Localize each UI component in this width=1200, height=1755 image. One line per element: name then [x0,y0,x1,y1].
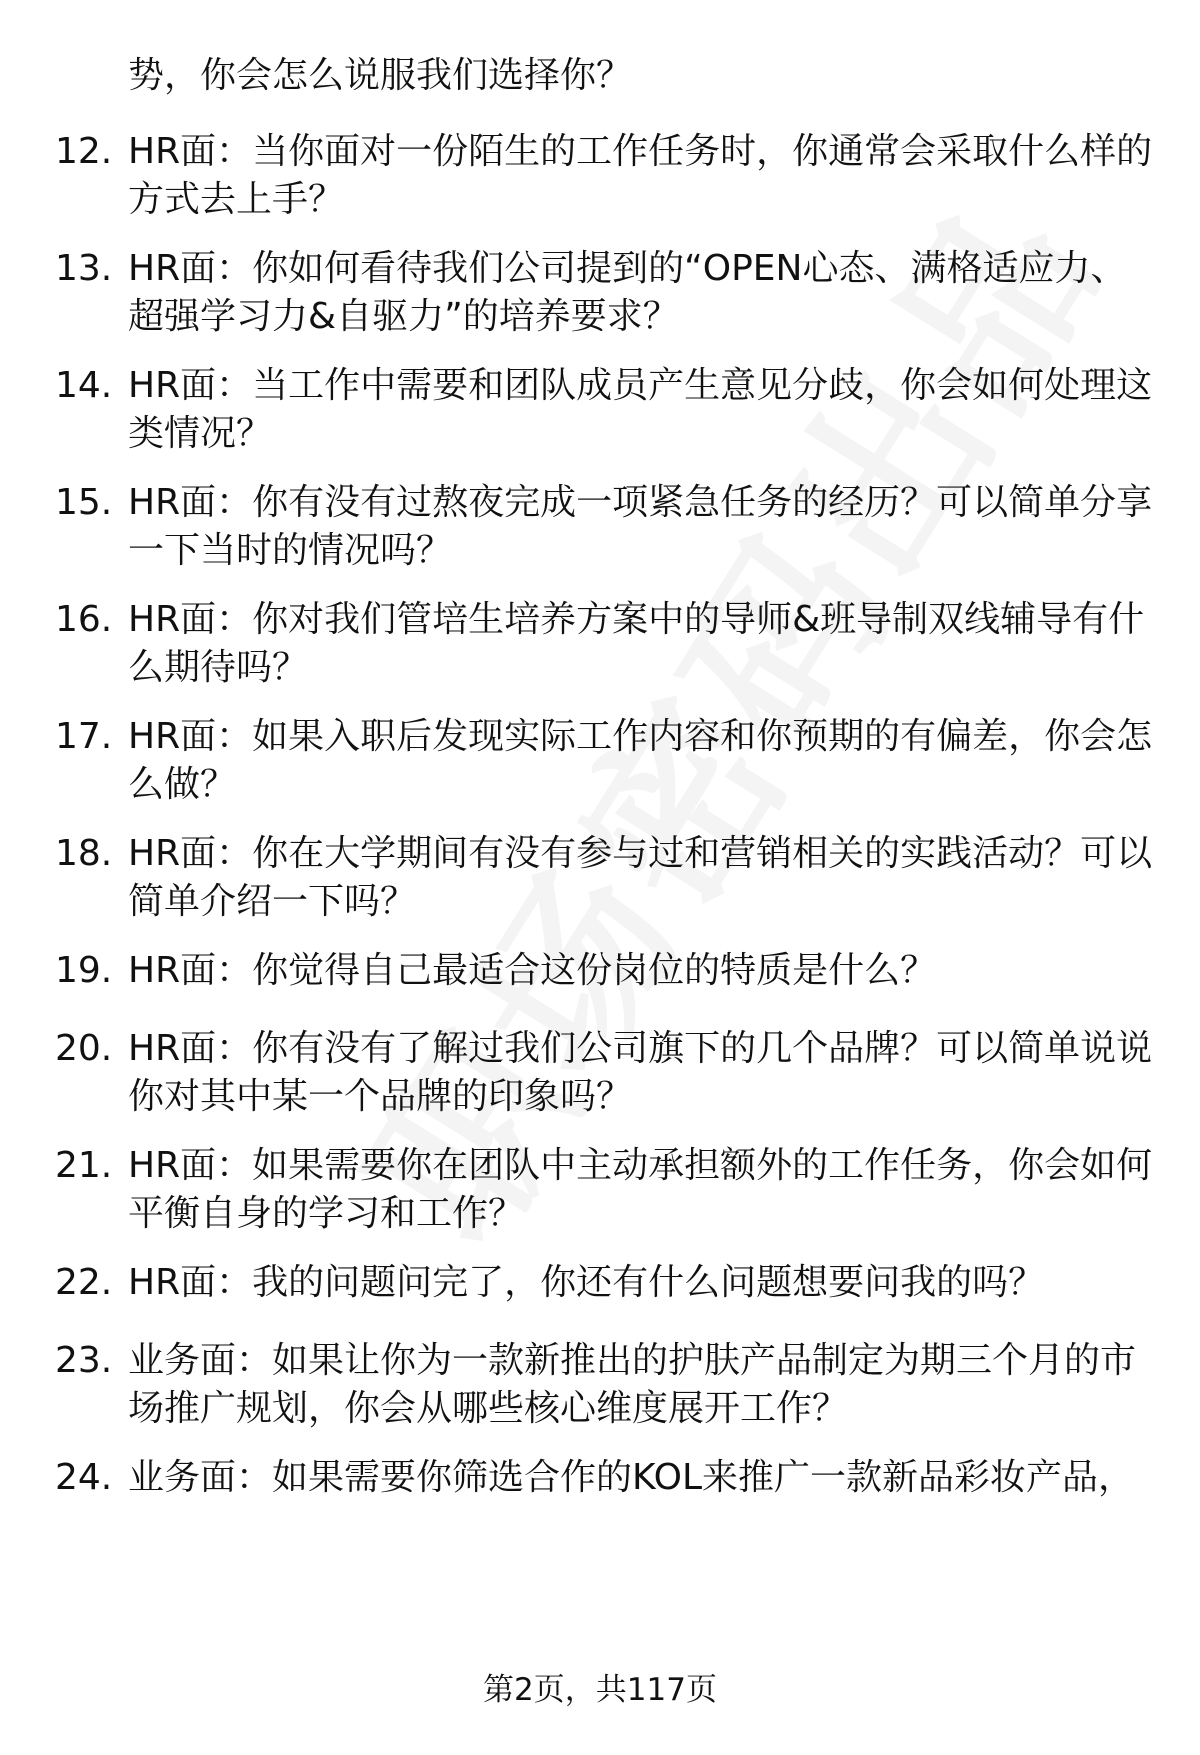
question-text: 么期待吗？ [128,647,309,688]
question-text: HR面：你有没有了解过我们公司旗下的几个品牌？可以简单说说 [128,1028,1153,1069]
question-number: 23. [55,1340,113,1381]
question-text: 简单介绍一下吗？ [128,881,417,922]
question-number: 12. [55,131,113,172]
question-number: 19. [55,950,113,991]
question-number: 24. [55,1457,113,1498]
question-text: 超强学习力&自驱力”的培养要求？ [128,296,679,337]
question-text: HR面：当你面对一份陌生的工作任务时，你通常会采取什么样的 [128,131,1153,172]
question-number: 14. [55,365,113,406]
question-text: HR面：如果入职后发现实际工作内容和你预期的有偏差，你会怎 [128,716,1153,757]
question-text: 类情况？ [128,413,273,454]
question-text: HR面：你对我们管培生培养方案中的导师&班导制双线辅导有什 [128,599,1145,640]
question-number: 17. [55,716,113,757]
question-number: 15. [55,482,113,523]
question-text: HR面：我的问题问完了，你还有什么问题想要问我的吗？ [128,1262,1045,1303]
question-text: 平衡自身的学习和工作？ [128,1193,525,1234]
question-text: 业务面：如果需要你筛选合作的KOL来推广一款新品彩妆产品， [128,1457,1135,1498]
page-footer: 第2页，共117页 [483,1672,717,1708]
question-text: HR面：如果需要你在团队中主动承担额外的工作任务，你会如何 [128,1145,1153,1186]
question-number: 21. [55,1145,113,1186]
intro-text: 势，你会怎么说服我们选择你？ [128,55,633,96]
question-number: 16. [55,599,113,640]
question-text: 一下当时的情况吗？ [128,530,453,571]
question-number: 22. [55,1262,113,1303]
question-text: HR面：你如何看待我们公司提到的“OPEN心态、满格适应力、 [128,248,1127,289]
question-number: 13. [55,248,113,289]
question-text: 场推广规划，你会从哪些核心维度展开工作？ [128,1388,849,1429]
question-text: 么做？ [128,764,237,805]
question-text: HR面：你在大学期间有没有参与过和营销相关的实践活动？可以 [128,833,1153,874]
question-text: HR面：当工作中需要和团队成员产生意见分歧，你会如何处理这 [128,365,1153,406]
question-number: 18. [55,833,113,874]
question-text: 业务面：如果让你为一款新推出的护肤产品制定为期三个月的市 [128,1340,1137,1381]
question-text: HR面：你有没有过熬夜完成一项紧急任务的经历？可以简单分享 [128,482,1153,523]
question-text: 你对其中某一个品牌的印象吗？ [128,1076,633,1117]
question-text: 方式去上手？ [128,179,345,220]
question-number: 20. [55,1028,113,1069]
question-text: HR面：你觉得自己最适合这份岗位的特质是什么？ [128,950,937,991]
